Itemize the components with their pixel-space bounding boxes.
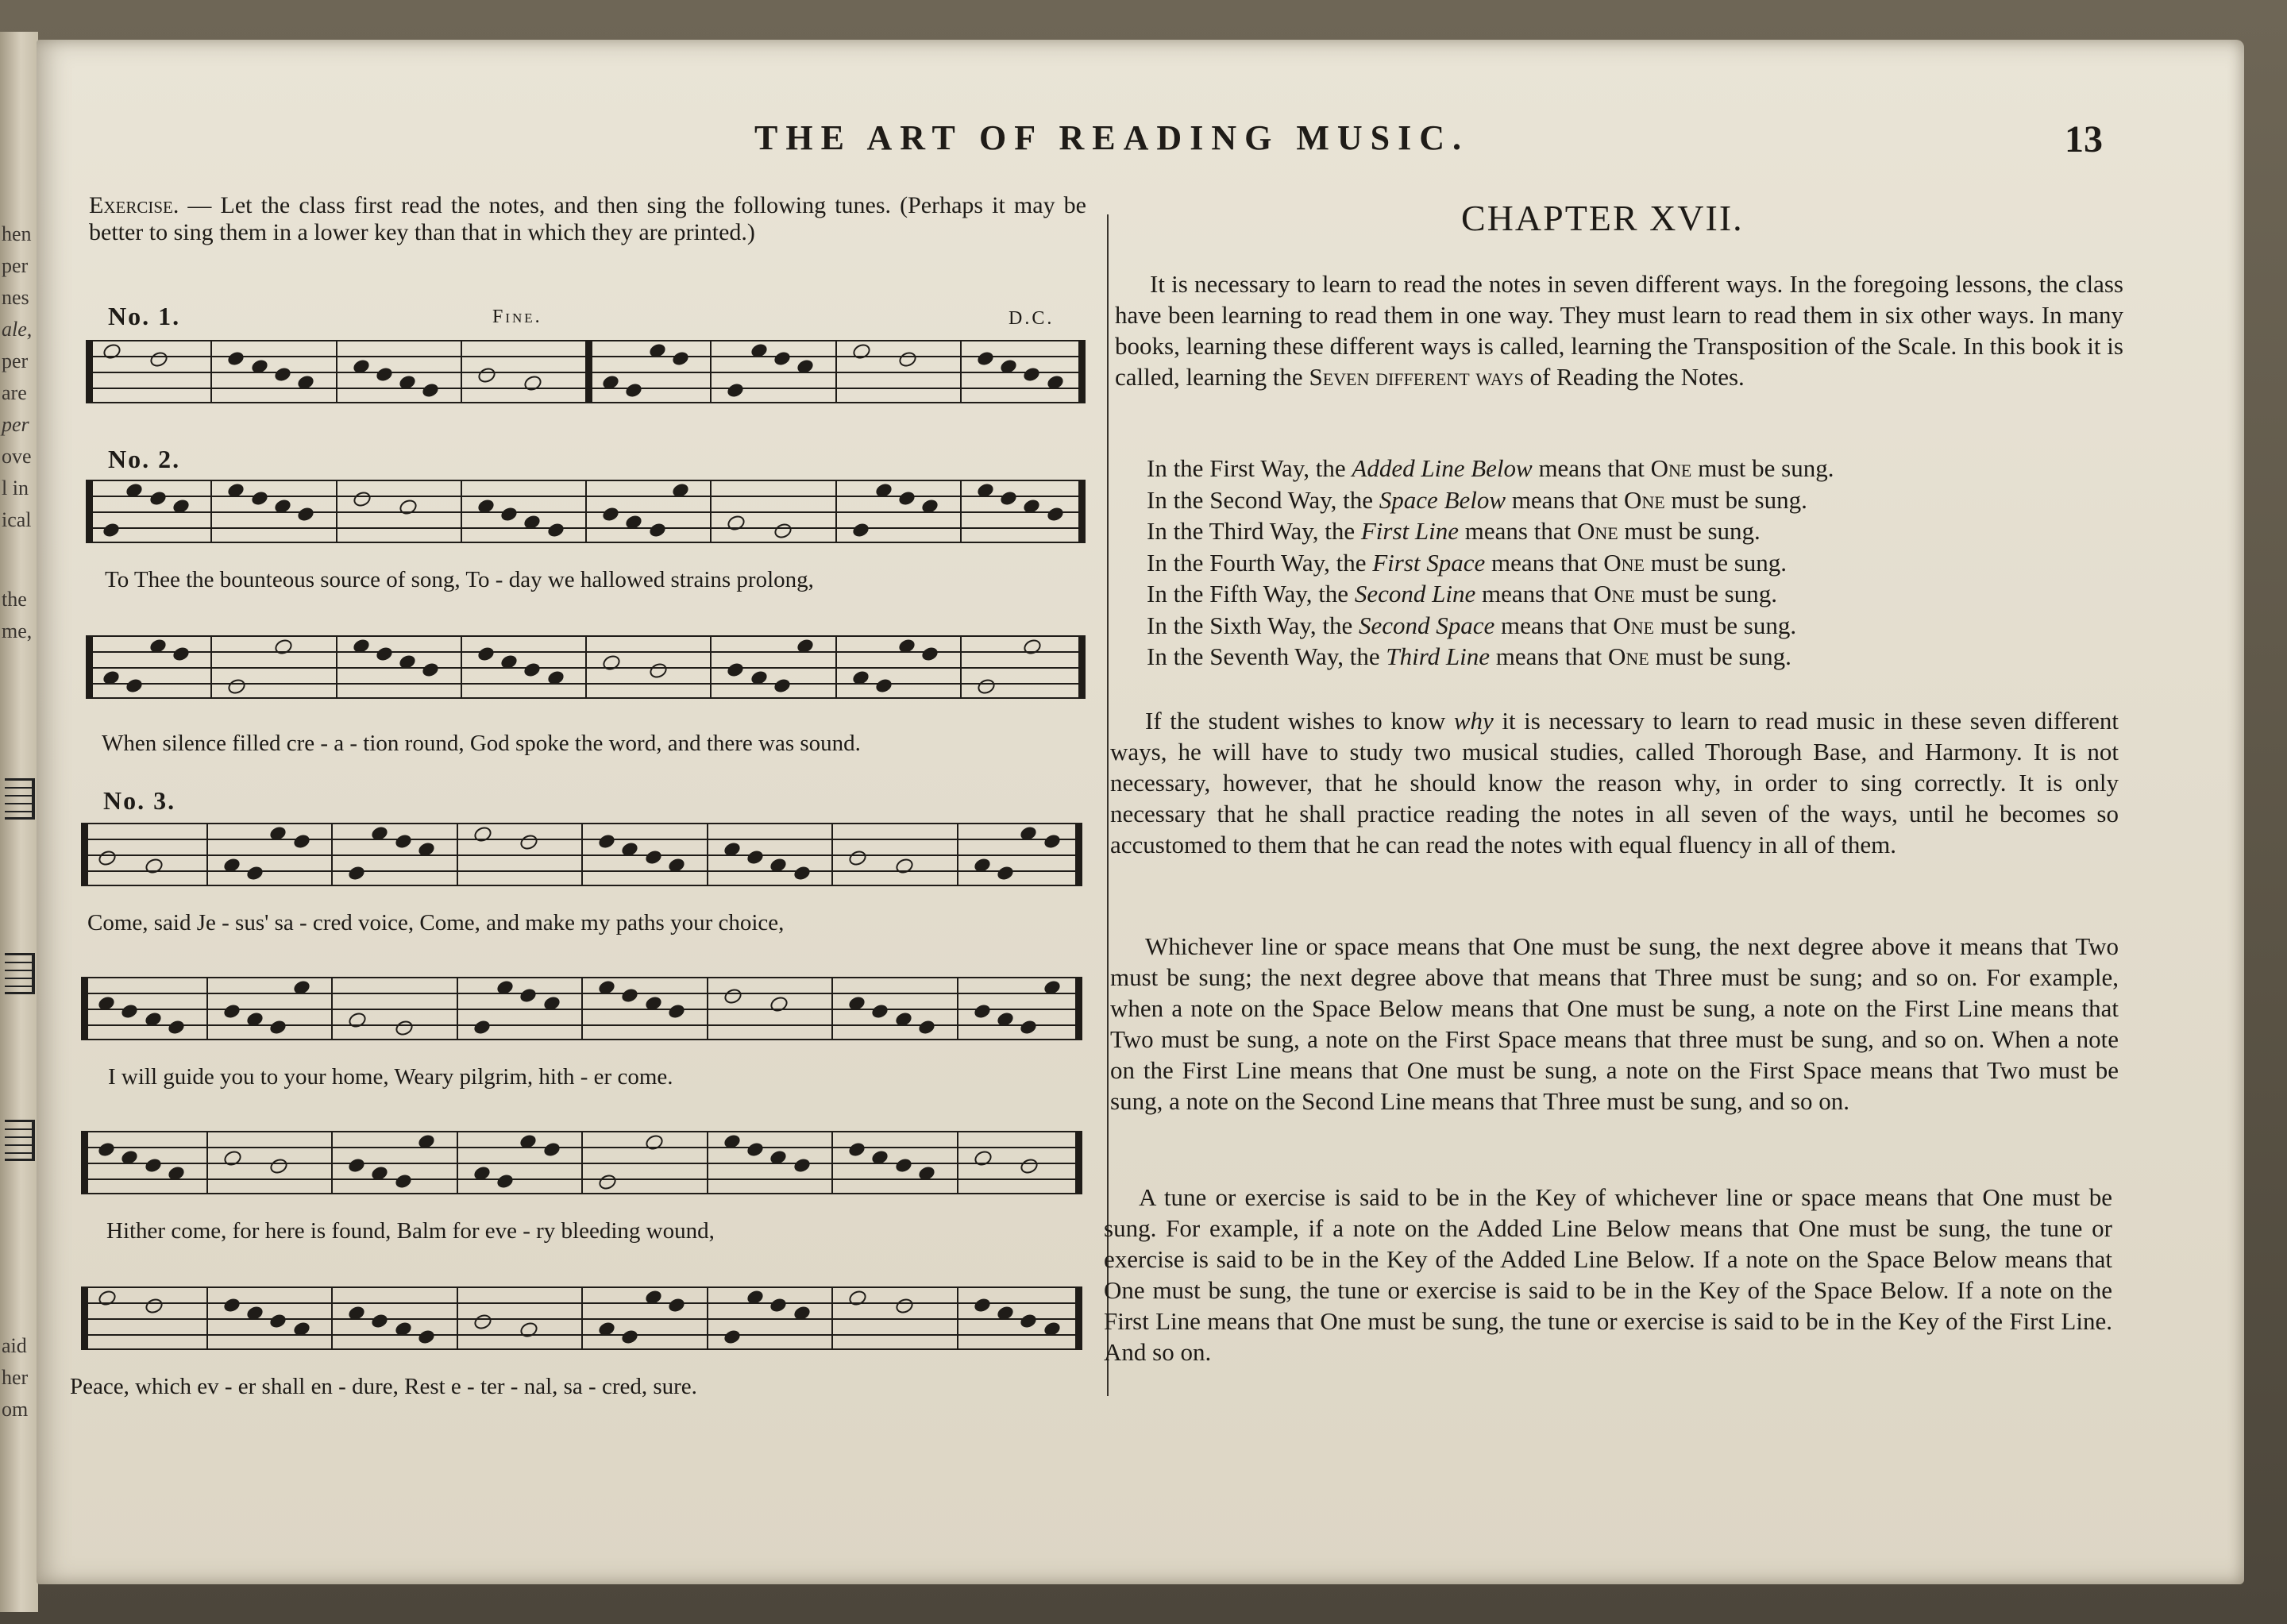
paragraph-emphasis: why xyxy=(1453,707,1494,735)
exercise-label: Exercise. xyxy=(89,192,179,218)
barline xyxy=(831,823,833,886)
edge-fragment: are xyxy=(2,381,27,404)
way-item: In the Third Way, the First Line means that One must be sung. xyxy=(1147,517,1761,545)
exercise-instructions xyxy=(89,192,1086,246)
tune-1-staff xyxy=(86,340,1085,403)
seven-ways-list xyxy=(1147,453,1834,673)
chapter-heading: CHAPTER XVII. xyxy=(1461,198,1744,238)
running-title: THE ART OF READING MUSIC. xyxy=(754,118,1469,157)
barline xyxy=(206,1131,208,1194)
barline xyxy=(86,635,93,699)
edge-fragment: per xyxy=(2,349,29,372)
barline xyxy=(710,340,712,403)
barline xyxy=(206,823,208,886)
barline xyxy=(585,340,592,403)
previous-page-edge xyxy=(0,32,38,1612)
edge-fragment: me, xyxy=(2,619,33,642)
barline xyxy=(210,635,212,699)
way-item: In the Fourth Way, the First Space means that One must be sung. xyxy=(1147,548,1788,577)
barline xyxy=(581,1131,583,1194)
barline xyxy=(1078,480,1086,543)
paragraph-text: it is necessary to learn to read music in these seven different ways, he will have to study two musical studies, called Thorough Base, and Harmony. It is not necessary, however, that he should know the reason why, in order to sing correctly. It is only necessary that he shall practice reading the notes in all seven of the ways, until he becomes so accustomed to them that he can read the notes with equal fluency in all of them. xyxy=(1110,707,2119,858)
barline xyxy=(831,1131,833,1194)
edge-fragment: ical xyxy=(2,508,32,531)
barline xyxy=(206,977,208,1040)
tune-3-staff-4 xyxy=(81,1286,1082,1350)
barline xyxy=(585,635,587,699)
barline xyxy=(336,635,337,699)
barline xyxy=(960,635,962,699)
barline xyxy=(707,977,708,1040)
barline xyxy=(581,1286,583,1350)
barline xyxy=(831,1286,833,1350)
barline xyxy=(86,340,93,403)
barline xyxy=(81,977,88,1040)
tune-2-staff-1 xyxy=(86,480,1085,543)
barline xyxy=(210,480,212,543)
barline xyxy=(960,340,962,403)
barline xyxy=(707,823,708,886)
barline xyxy=(331,977,333,1040)
tune-2-lyrics-2: When silence filled cre - a - tion round, God spoke the word, and there was sound. xyxy=(102,731,861,756)
barline xyxy=(457,1131,458,1194)
barline xyxy=(710,480,712,543)
way-item: In the Fifth Way, the Second Line means that One must be sung. xyxy=(1147,580,1777,608)
barline xyxy=(206,1286,208,1350)
barline xyxy=(835,635,837,699)
barline xyxy=(336,340,337,403)
barline xyxy=(585,480,587,543)
barline xyxy=(1075,1131,1082,1194)
barline xyxy=(81,1286,88,1350)
barline xyxy=(457,823,458,886)
barline xyxy=(957,977,958,1040)
edge-fragment: ale, xyxy=(2,318,33,341)
barline xyxy=(461,635,462,699)
tune-3-lyrics-1: Come, said Je - sus' sa - cred voice, Come, and make my paths your choice, xyxy=(87,910,785,935)
chapter-paragraph-3: Whichever line or space means that One must be sung, the next degree above it means that Two must be sung; the next degree above that means that Three must be sung; and so on. For example, when a note on the Space Below means that One must be sung, a note on the First Line means that Two must be sung, a note on the First Space means that three must be sung, and so on. When a note on the First Line means that One must be sung, a note on the First Space means that Two must be sung, a note on the Second Line means that Three must be sung, and so on. xyxy=(1110,932,2119,1115)
barline xyxy=(331,1131,333,1194)
barline xyxy=(1075,977,1082,1040)
barline xyxy=(81,823,88,886)
barline xyxy=(210,340,212,403)
paragraph-text: If the student wishes to know xyxy=(1145,707,1454,735)
barline xyxy=(1078,635,1086,699)
paragraph-text: of Reading the Notes. xyxy=(1523,363,1745,391)
exercise-text: — Let the class first read the notes, and then sing the following tunes. (Perhaps it may be better to sing them in a lower key than that in which they are printed.) xyxy=(89,192,1086,245)
barline xyxy=(331,1286,333,1350)
edge-fragment: per xyxy=(2,254,29,277)
edge-fragment: l in xyxy=(2,476,29,500)
barline xyxy=(835,480,837,543)
barline xyxy=(960,480,962,543)
barline xyxy=(461,340,462,403)
way-item: In the Second Way, the Space Below means that One must be sung. xyxy=(1147,485,1807,514)
chapter-paragraph-4: A tune or exercise is said to be in the Key of whichever line or space means that One must be sung. For example, if a note on the Added Line Below means that One must be sung, the tune or exercise is said to be in the Key of the Added Line Below. If a note on the Space Below means that One must be sung, the tune or exercise is said to be in the Key of the Space Below. If a note on the First Line means that One must be sung, the tune or exercise is said to be in the Key of the First Line. And so on. xyxy=(1104,1183,2112,1366)
tune-3-title: No. 3. xyxy=(103,786,176,815)
barline xyxy=(457,977,458,1040)
barline xyxy=(581,977,583,1040)
dc-marking: D.C. xyxy=(1009,308,1055,329)
edge-fragment: per xyxy=(2,413,29,436)
barline xyxy=(707,1286,708,1350)
tune-3-staff-2 xyxy=(81,977,1082,1040)
barline xyxy=(86,480,93,543)
tune-1-title: No. 1. xyxy=(108,302,181,330)
barline xyxy=(707,1131,708,1194)
barline xyxy=(81,1131,88,1194)
edge-staff-fragment xyxy=(5,1120,35,1161)
chapter-paragraph-2 xyxy=(1110,705,2119,860)
tune-2-lyrics-1: To Thee the bounteous source of song, To - day we hallowed strains prolong, xyxy=(105,567,814,592)
barline xyxy=(1075,1286,1082,1350)
tune-3-lyrics-2: I will guide you to your home, Weary pilgrim, hith - er come. xyxy=(108,1064,673,1090)
tune-2-title: No. 2. xyxy=(108,445,181,473)
tune-3-lyrics-4: Peace, which ev - er shall en - dure, Rest e - ter - nal, sa - cred, sure. xyxy=(70,1374,697,1399)
edge-staff-fragment xyxy=(5,953,35,994)
barline xyxy=(336,480,337,543)
tune-3-lyrics-3: Hither come, for here is found, Balm for eve - ry bleeding wound, xyxy=(106,1218,715,1244)
way-item: In the Seventh Way, the Third Line means that One must be sung. xyxy=(1147,642,1791,670)
barline xyxy=(1075,823,1082,886)
edge-fragment: ove xyxy=(2,445,32,468)
barline xyxy=(461,480,462,543)
edge-fragment: nes xyxy=(2,286,29,309)
barline xyxy=(957,1131,958,1194)
paragraph-text: It is necessary to learn to read the notes in seven different ways. In the foregoing lessons, the class have been learning to read them in one way. They must learn to read them in six other ways. In many books, learning these different ways is called, learning the Transposition of the Scale. In this book it is called, learning the xyxy=(1115,270,2123,391)
barline xyxy=(957,823,958,886)
way-item: In the First Way, the Added Line Below means that One must be sung. xyxy=(1147,454,1834,482)
barline xyxy=(710,635,712,699)
page-number: 13 xyxy=(2065,118,2103,160)
barline xyxy=(331,823,333,886)
chapter-paragraph-1 xyxy=(1115,268,2123,392)
edge-fragment: aid xyxy=(2,1334,27,1357)
way-item: In the Sixth Way, the Second Space means that One must be sung. xyxy=(1147,611,1797,639)
barline xyxy=(581,823,583,886)
barline xyxy=(835,340,837,403)
paragraph-small-caps: Seven different ways xyxy=(1309,363,1524,391)
barline xyxy=(831,977,833,1040)
barline xyxy=(457,1286,458,1350)
fine-marking: Fine. xyxy=(492,307,542,327)
tune-2-staff-2 xyxy=(86,635,1085,699)
barline xyxy=(957,1286,958,1350)
barline xyxy=(1078,340,1086,403)
tune-3-staff-3 xyxy=(81,1131,1082,1194)
edge-staff-fragment xyxy=(5,778,35,820)
edge-fragment: her xyxy=(2,1366,29,1389)
edge-fragment: the xyxy=(2,588,27,611)
tune-3-staff-1 xyxy=(81,823,1082,886)
edge-fragment: om xyxy=(2,1398,29,1421)
edge-fragment: hen xyxy=(2,222,32,245)
